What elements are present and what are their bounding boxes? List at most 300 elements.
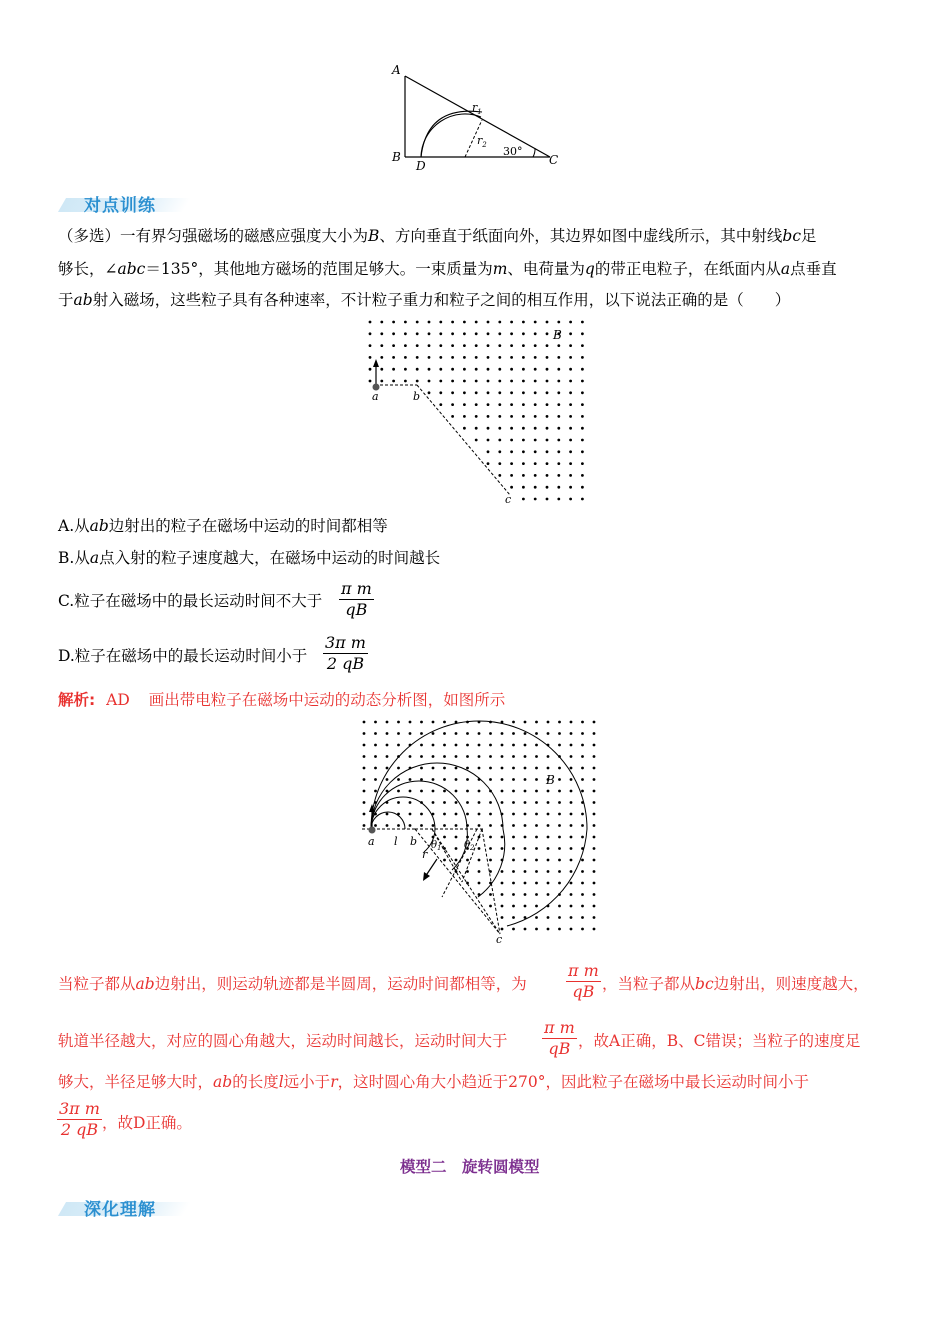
field-dot: [593, 824, 596, 827]
field-dot: [498, 391, 501, 394]
field-dot: [432, 755, 435, 758]
field-dot: [475, 415, 478, 418]
label-B: B: [553, 328, 562, 342]
field-dot: [569, 321, 572, 324]
field-dot: [522, 450, 525, 453]
field-dot: [569, 356, 572, 359]
field-dot: [466, 755, 469, 758]
field-dot: [512, 882, 515, 885]
field-dot: [522, 415, 525, 418]
field-dot: [380, 380, 383, 383]
field-dot: [522, 474, 525, 477]
field-dot: [510, 391, 513, 394]
field-dot: [547, 732, 550, 735]
explanation-line-3: 够大，半径足够大时，ab的长度l远小于r，这时圆心角大小趋近于270°，因此粒子在磁场中最长运动时间小于: [58, 1073, 809, 1091]
field-dot: [534, 321, 537, 324]
field-dot: [455, 790, 458, 793]
field-dot: [535, 778, 538, 781]
question-line-3: 于ab射入磁场，这些粒子具有各种速率，不计粒子重力和粒子之间的相互作用，以下说法正确的是（ ）: [58, 291, 791, 309]
field-dot: [510, 356, 513, 359]
field-dot: [547, 859, 550, 862]
field-dot: [512, 721, 515, 724]
field-dot: [522, 391, 525, 394]
field-dot: [463, 415, 466, 418]
banner-deepen: [62, 1196, 187, 1220]
field-dot: [386, 744, 389, 747]
field-dot: [498, 450, 501, 453]
field-dot: [475, 439, 478, 442]
field-dot: [451, 321, 454, 324]
field-dot: [443, 859, 446, 862]
field-dot: [466, 732, 469, 735]
field-dot: [547, 836, 550, 839]
field-dot: [593, 755, 596, 758]
label-r2: $r_2$: [477, 134, 487, 149]
field-dot: [432, 721, 435, 724]
label-r: r: [422, 848, 428, 861]
field-dot: [510, 380, 513, 383]
field-dot: [432, 778, 435, 781]
field-dot: [547, 824, 550, 827]
explanation-fraction-2: $\frac{\text{π m}}{qB}$: [544, 1018, 575, 1058]
field-dot: [524, 767, 527, 770]
field-dot: [439, 380, 442, 383]
field-dot: [420, 732, 423, 735]
field-dot: [524, 778, 527, 781]
banner-practice: [62, 192, 187, 216]
field-dot: [524, 732, 527, 735]
field-dot: [363, 824, 366, 827]
field-dot: [392, 380, 395, 383]
field-dot: [546, 344, 549, 347]
field-dot: [501, 744, 504, 747]
field-dot: [581, 778, 584, 781]
field-dot: [534, 427, 537, 430]
field-dot: [593, 813, 596, 816]
field-dot: [581, 403, 584, 406]
field-dot: [512, 813, 515, 816]
field-dot: [524, 859, 527, 862]
field-dot: [534, 486, 537, 489]
radius-line-1: [432, 829, 462, 882]
field-dot: [439, 356, 442, 359]
field-dot: [397, 767, 400, 770]
field-dot: [558, 859, 561, 862]
field-dot: [455, 836, 458, 839]
field-dot: [510, 332, 513, 335]
field-dot: [512, 847, 515, 850]
option-b[interactable]: B.从a点入射的粒子速度越大，在磁场中运动的时间越长: [58, 549, 441, 567]
field-dot: [416, 344, 419, 347]
field-dot: [581, 824, 584, 827]
field-dot: [569, 498, 572, 501]
field-dot: [581, 744, 584, 747]
field-dot: [522, 462, 525, 465]
field-dot: [558, 767, 561, 770]
field-dot: [392, 332, 395, 335]
field-dot: [547, 882, 550, 885]
field-dot: [570, 836, 573, 839]
radius-line-5: [442, 829, 477, 897]
field-dot: [546, 368, 549, 371]
label-C: C: [549, 153, 559, 167]
field-dot: [380, 321, 383, 324]
option-d-fraction: $\frac{\text{3π m}}{2 qB}$: [325, 633, 366, 673]
field-dot: [463, 344, 466, 347]
field-dot: [475, 391, 478, 394]
field-dot: [374, 767, 377, 770]
field-dot: [524, 916, 527, 919]
field-dot: [487, 380, 490, 383]
field-dot: [392, 321, 395, 324]
trajectory-3: [371, 781, 467, 870]
field-dot: [569, 415, 572, 418]
field-dot: [420, 755, 423, 758]
field-dot: [510, 439, 513, 442]
field-dot: [404, 332, 407, 335]
field-dot: [522, 344, 525, 347]
field-dot: [489, 732, 492, 735]
field-dot: [581, 870, 584, 873]
field-dot: [522, 427, 525, 430]
option-d[interactable]: D.粒子在磁场中的最长运动时间小于: [58, 647, 308, 665]
field-dot: [463, 321, 466, 324]
option-a[interactable]: A.从ab边射出的粒子在磁场中运动的时间都相等: [58, 517, 388, 535]
field-dot: [534, 415, 537, 418]
field-dot: [369, 368, 372, 371]
field-dot: [558, 870, 561, 873]
explanation-line-1: 当粒子都从ab边射出，则运动轨迹都是半圆周，运动时间都相等，为: [58, 975, 527, 993]
field-dot: [455, 755, 458, 758]
radius-line-4: [482, 829, 500, 934]
field-dot: [475, 344, 478, 347]
field-dot: [593, 721, 596, 724]
field-dot: [534, 368, 537, 371]
analysis-intro: 画出带电粒子在磁场中运动的动态分析图，如图所示: [148, 691, 506, 709]
field-dot: [363, 744, 366, 747]
field-dot: [522, 380, 525, 383]
field-dot: [369, 332, 372, 335]
field-dot: [463, 356, 466, 359]
field-dot: [489, 893, 492, 896]
question-line-2: 够长，∠abc＝135°，其他地方磁场的范围足够大。一束质量为m、电荷量为q的带正电粒子，在纸面内从a点垂直: [58, 260, 837, 278]
field-dot: [510, 415, 513, 418]
field-dot: [478, 767, 481, 770]
field-dot: [512, 870, 515, 873]
field-dot: [386, 824, 389, 827]
field-dot: [593, 801, 596, 804]
field-dot: [512, 767, 515, 770]
field-dot: [524, 721, 527, 724]
field-dot: [581, 790, 584, 793]
label-theta1: $\theta_1$: [431, 840, 442, 852]
field-dot: [535, 767, 538, 770]
field-dot: [534, 474, 537, 477]
field-dot: [443, 790, 446, 793]
field-dot: [487, 391, 490, 394]
label-B-3: B: [546, 773, 555, 787]
field-dot: [487, 321, 490, 324]
field-dot: [535, 755, 538, 758]
field-dot: [501, 836, 504, 839]
field-dot: [489, 847, 492, 850]
label-a-3: a: [368, 835, 375, 848]
field-dot: [593, 870, 596, 873]
field-dot: [535, 916, 538, 919]
field-dot: [512, 824, 515, 827]
field-dot: [524, 813, 527, 816]
field-dot: [570, 859, 573, 862]
field-dot: [501, 870, 504, 873]
field-dot: [534, 332, 537, 335]
field-dot: [443, 813, 446, 816]
field-dot: [439, 403, 442, 406]
field-dot: [581, 767, 584, 770]
field-dot: [374, 744, 377, 747]
field-dot: [510, 344, 513, 347]
field-dot: [593, 836, 596, 839]
question-line-1: （多选）一有界匀强磁场的磁感应强度大小为B、方向垂直于纸面向外，其边界如图中虚线所示，其中射线bc足: [58, 227, 817, 245]
field-dot: [443, 836, 446, 839]
label-a: a: [372, 390, 379, 403]
field-dot: [443, 801, 446, 804]
field-dot: [443, 824, 446, 827]
field-dot: [409, 721, 412, 724]
field-dot: [581, 905, 584, 908]
field-dot: [512, 732, 515, 735]
field-dot: [510, 368, 513, 371]
field-dot: [534, 344, 537, 347]
field-dot: [524, 836, 527, 839]
field-dot: [524, 893, 527, 896]
field-dot: [512, 905, 515, 908]
field-dot: [557, 498, 560, 501]
field-dot: [380, 332, 383, 335]
explanation-line-2: 轨道半径越大，对应的圆心角越大，运动时间越长，运动时间大于: [58, 1032, 508, 1050]
analysis-header: 解析: AD 画出带电粒子在磁场中运动的动态分析图，如图所示: [58, 691, 506, 709]
field-dot: [569, 450, 572, 453]
field-dot: [557, 450, 560, 453]
field-dot: [404, 344, 407, 347]
field-dot: [510, 403, 513, 406]
field-dot: [443, 755, 446, 758]
field-dot: [524, 755, 527, 758]
field-dot: [547, 870, 550, 873]
field-dot: [487, 439, 490, 442]
field-dot: [547, 813, 550, 816]
explanation-line-1b: ，当粒子都从bc边射出，则速度越大，: [602, 975, 869, 993]
field-dot: [466, 744, 469, 747]
field-dot: [432, 744, 435, 747]
field-dot: [524, 882, 527, 885]
field-dot: [439, 321, 442, 324]
field-dot: [487, 450, 490, 453]
field-dot: [581, 882, 584, 885]
field-dot: [489, 824, 492, 827]
field-dot: [397, 790, 400, 793]
label-A: A: [392, 63, 401, 77]
field-dot: [501, 778, 504, 781]
field-dot: [455, 847, 458, 850]
field-dot: [581, 916, 584, 919]
field-dot: [534, 356, 537, 359]
field-dot: [487, 427, 490, 430]
field-dot: [501, 767, 504, 770]
field-dot: [510, 427, 513, 430]
field-dot: [455, 778, 458, 781]
field-dot: [386, 732, 389, 735]
field-dot: [416, 356, 419, 359]
field-dot: [534, 391, 537, 394]
field-dot: [535, 847, 538, 850]
field-dot: [570, 790, 573, 793]
option-c[interactable]: C.粒子在磁场中的最长运动时间不大于: [58, 592, 323, 610]
field-dot: [380, 368, 383, 371]
field-dot: [522, 498, 525, 501]
field-dot: [386, 778, 389, 781]
field-dot: [581, 755, 584, 758]
field-dot: [558, 916, 561, 919]
field-dot: [557, 391, 560, 394]
field-dot: [512, 836, 515, 839]
field-dot: [498, 344, 501, 347]
field-dot: [581, 893, 584, 896]
field-dot: [478, 744, 481, 747]
label-r1: $r_1$: [472, 101, 482, 116]
label-theta2: $\theta_2$: [464, 840, 475, 852]
field-dot: [557, 415, 560, 418]
field-dot: [535, 744, 538, 747]
field-dot: [363, 790, 366, 793]
field-dot: [535, 928, 538, 931]
field-dot: [581, 462, 584, 465]
field-dot: [489, 905, 492, 908]
field-dot: [547, 916, 550, 919]
field-dot: [569, 391, 572, 394]
field-dot: [570, 813, 573, 816]
field-dot: [558, 824, 561, 827]
triangle-figure: [385, 60, 570, 175]
field-dot: [512, 859, 515, 862]
field-dot: [432, 732, 435, 735]
field-dot: [478, 813, 481, 816]
field-dot: [512, 744, 515, 747]
explanation-line-2b: ，故A正确，B、C错误；当粒子的速度足: [578, 1032, 861, 1050]
field-dot: [569, 368, 572, 371]
field-dot: [475, 427, 478, 430]
field-dot: [524, 905, 527, 908]
field-dot: [420, 721, 423, 724]
field-dot: [570, 882, 573, 885]
explanation-line-4: ，故D正确。: [102, 1114, 192, 1132]
field-dot: [428, 332, 431, 335]
field-dot: [374, 732, 377, 735]
field-dot: [522, 486, 525, 489]
field-dot: [451, 332, 454, 335]
field-dot: [512, 755, 515, 758]
field-dot: [512, 928, 515, 931]
field-dot: [569, 403, 572, 406]
label-B: B: [392, 150, 401, 164]
field-dot: [380, 344, 383, 347]
field-dot: [478, 790, 481, 793]
field-dot: [463, 391, 466, 394]
field-dot: [581, 427, 584, 430]
field-dot: [498, 403, 501, 406]
field-dot: [428, 321, 431, 324]
field-dot: [535, 824, 538, 827]
field-dot: [416, 368, 419, 371]
field-dot: [581, 928, 584, 931]
field-dot: [451, 380, 454, 383]
field-dot: [498, 474, 501, 477]
field-dot: [581, 321, 584, 324]
field-dot: [489, 859, 492, 862]
label-D: D: [416, 159, 426, 173]
field-dot: [478, 847, 481, 850]
field-dot: [581, 332, 584, 335]
field-dot: [569, 462, 572, 465]
field-dot: [409, 755, 412, 758]
field-dot: [593, 847, 596, 850]
particle-3: [369, 827, 376, 834]
field-dot: [524, 744, 527, 747]
field-dot: [570, 847, 573, 850]
field-dot: [478, 755, 481, 758]
field-dot: [501, 801, 504, 804]
field-dot: [581, 836, 584, 839]
field-dot: [466, 870, 469, 873]
field-dot: [534, 498, 537, 501]
field-dot: [451, 415, 454, 418]
field-dot: [569, 474, 572, 477]
field-dot: [443, 732, 446, 735]
field-dot: [397, 721, 400, 724]
field-dot: [420, 744, 423, 747]
field-dot: [534, 403, 537, 406]
field-dot: [487, 332, 490, 335]
field-dot: [498, 439, 501, 442]
field-dot: [392, 356, 395, 359]
field-dot: [570, 801, 573, 804]
field-dot: [487, 415, 490, 418]
field-dot: [409, 778, 412, 781]
field-dot: [487, 356, 490, 359]
explanation-fraction-3: $\frac{\text{3π m}}{2 qB}$: [59, 1099, 100, 1139]
field-dot: [524, 790, 527, 793]
explanation-fraction-1: $\frac{\text{π m}}{qB}$: [568, 961, 599, 1001]
field-dot: [397, 732, 400, 735]
field-dot: [510, 321, 513, 324]
field-dot: [443, 778, 446, 781]
field-dot: [455, 859, 458, 862]
field-dot: [397, 744, 400, 747]
field-dot: [557, 486, 560, 489]
field-dot: [489, 801, 492, 804]
field-dot: [558, 847, 561, 850]
field-dot: [397, 824, 400, 827]
field-dot: [510, 462, 513, 465]
field-dot: [547, 893, 550, 896]
field-dot: [487, 403, 490, 406]
field-dot: [510, 486, 513, 489]
field-dot: [547, 801, 550, 804]
field-dot: [557, 321, 560, 324]
field-dot: [558, 744, 561, 747]
field-dot: [547, 790, 550, 793]
field-dot: [581, 732, 584, 735]
field-dot: [455, 801, 458, 804]
